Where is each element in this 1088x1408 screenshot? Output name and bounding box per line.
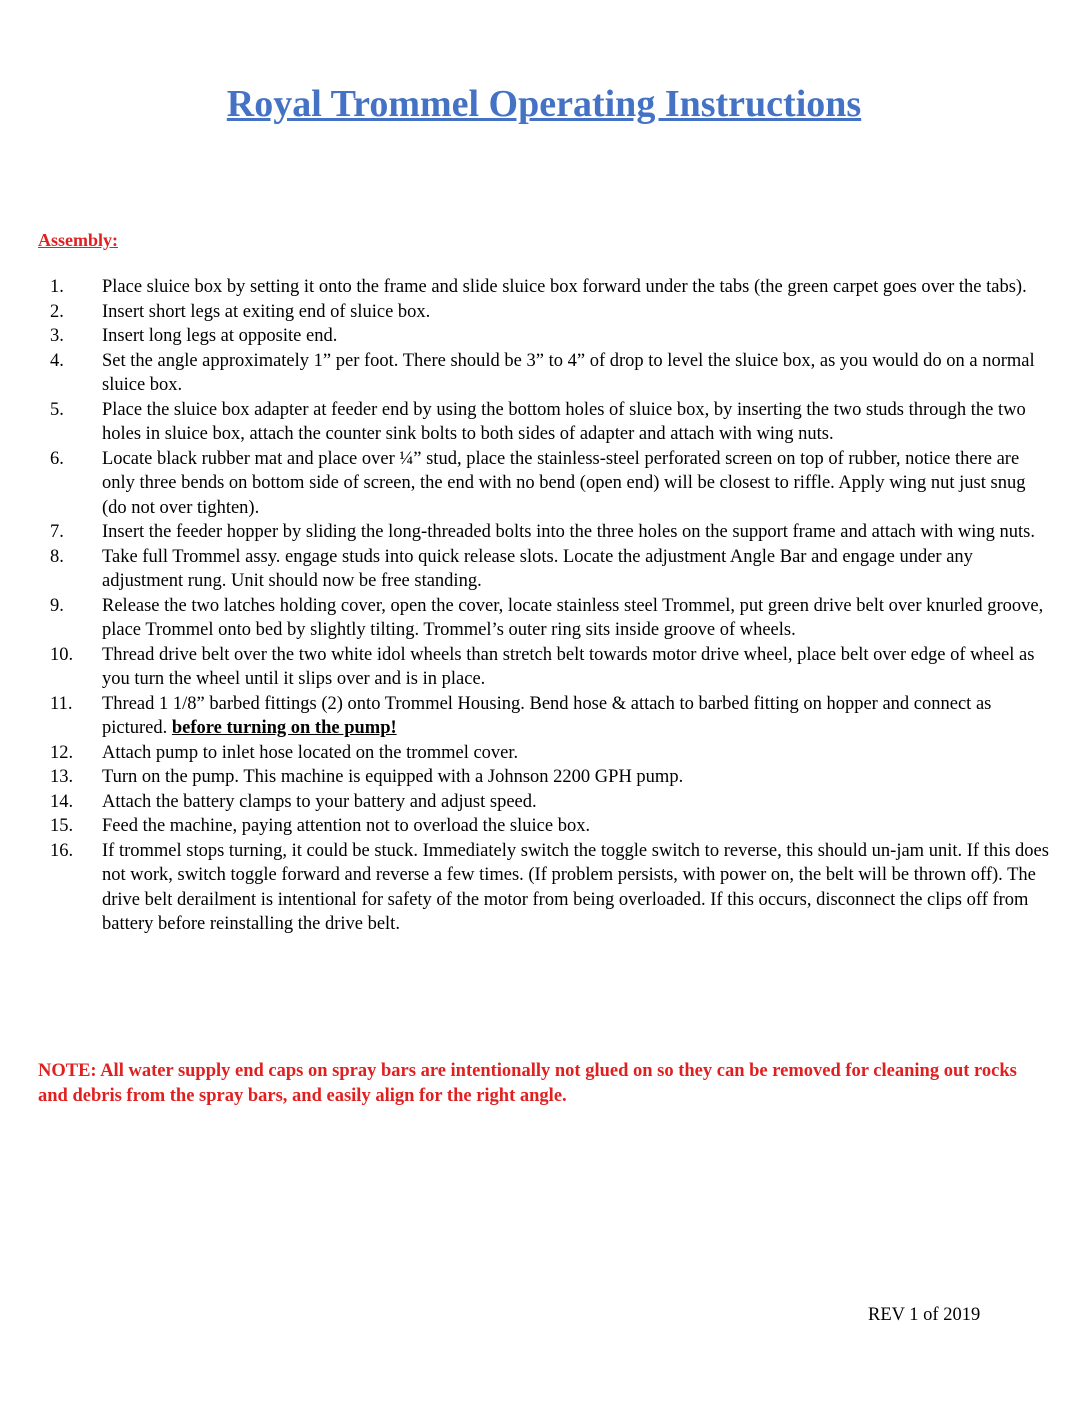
step-text: Attach the battery clamps to your battery and adjust speed. xyxy=(102,791,537,812)
step-text: Thread drive belt over the two white idol wheels than stretch belt towards motor drive wheel, place belt over edge of wheel as you turn the wheel until it slips over and is in place. xyxy=(102,644,1035,689)
revision-label: REV 1 of 2019 xyxy=(868,1305,981,1325)
step-number: 3. xyxy=(50,326,64,346)
step-text: Insert long legs at opposite end. xyxy=(102,326,338,346)
step-number: 12. xyxy=(50,742,74,763)
step-number: 7. xyxy=(50,522,64,542)
assembly-step xyxy=(38,765,1050,790)
step-text: Locate black rubber mat and place over ¼” stud, place the stainless-steel perforated screen on top of rubber, notice there are only three bends on bottom side of screen, the end with no bend (open end) will be closest to riffle. Apply wing nut just snug (do not over tighten). xyxy=(102,448,1026,518)
assembly-steps-list xyxy=(38,275,1050,937)
step-text xyxy=(102,692,1050,741)
step-number: 2. xyxy=(50,301,64,322)
assembly-step xyxy=(38,349,1050,398)
step-number: 11. xyxy=(50,693,73,714)
assembly-step xyxy=(38,275,1050,300)
step-number: 14. xyxy=(50,791,74,812)
step-text-main: Thread 1 1/8” barbed fittings (2) onto Trommel Housing. Bend hose & attach to barbed fitting on hopper and connect as pictured. xyxy=(102,693,992,738)
step-text: Set the angle approximately 1” per foot. There should be 3” to 4” of drop to level the sluice box, as you would do on a normal sluice box. xyxy=(102,350,1035,395)
step-number: 16. xyxy=(50,840,74,861)
step-text: Release the two latches holding cover, open the cover, locate stainless steel Trommel, put green drive belt over knurled groove, place Trommel onto bed by slightly tilting. Trommel’s outer ring sits inside groove of wheels. xyxy=(102,595,1044,640)
step-number: 4. xyxy=(50,350,64,371)
assembly-step xyxy=(38,398,1050,447)
assembly-step xyxy=(38,324,1050,349)
step-number: 5. xyxy=(50,399,64,420)
step-text: Place sluice box by setting it onto the frame and slide sluice box forward under the tabs (the green carpet goes over the tabs). xyxy=(102,277,1027,297)
step-text: Insert the feeder hopper by sliding the long-threaded bolts into the three holes on the support frame and attach with wing nuts. xyxy=(102,522,1035,542)
step-number: 13. xyxy=(50,767,74,787)
assembly-step xyxy=(38,520,1050,545)
assembly-step xyxy=(38,692,1050,741)
step-number: 10. xyxy=(50,644,74,665)
assembly-heading: Assembly: xyxy=(38,230,118,250)
assembly-step xyxy=(38,741,1050,766)
step-text: Turn on the pump. This machine is equipped with a Johnson 2200 GPH pump. xyxy=(102,767,684,787)
step-text: Feed the machine, paying attention not to overload the sluice box. xyxy=(102,816,591,836)
safety-note: NOTE: All water supply end caps on spray bars are intentionally not glued on so they can be removed for cleaning out rocks and debris from the spray bars, and easily align for the right angle. xyxy=(38,1061,1017,1106)
assembly-step xyxy=(38,643,1050,692)
step-number: 1. xyxy=(50,277,64,297)
step-text: If trommel stops turning, it could be stuck. Immediately switch the toggle switch to reverse, this should un-jam unit. If this does not work, switch toggle forward and reverse a few times. (If problem persists, with power on, the belt will be thrown off). The drive belt derailment is intentional for safety of the motor from being overloaded. If this occurs, disconnect the clips off from battery before reinstalling the drive belt. xyxy=(102,840,1049,934)
step-number: 9. xyxy=(50,595,64,616)
step-number: 8. xyxy=(50,546,64,567)
assembly-step xyxy=(38,839,1050,937)
step-number: 6. xyxy=(50,448,64,469)
assembly-step xyxy=(38,814,1050,839)
assembly-step xyxy=(38,545,1050,594)
assembly-step xyxy=(38,594,1050,643)
step-text: Place the sluice box adapter at feeder end by using the bottom holes of sluice box, by inserting the two studs through the two holes in sluice box, attach the counter sink bolts to both sides of adapter and attach with wing nuts. xyxy=(102,399,1026,444)
step-text: Attach pump to inlet hose located on the trommel cover. xyxy=(102,742,519,763)
assembly-step xyxy=(38,447,1050,521)
step-text: Insert short legs at exiting end of sluice box. xyxy=(102,301,431,322)
step-text: Take full Trommel assy. engage studs into quick release slots. Locate the adjustment Angle Bar and engage under any adjustment rung. Unit should now be free standing. xyxy=(102,546,973,591)
document-title: Royal Trommel Operating Instructions xyxy=(226,83,862,125)
step-number: 15. xyxy=(50,816,74,836)
assembly-step xyxy=(38,790,1050,815)
assembly-step xyxy=(38,300,1050,325)
pump-warning-emphasis: before turning on the pump! xyxy=(171,718,397,738)
